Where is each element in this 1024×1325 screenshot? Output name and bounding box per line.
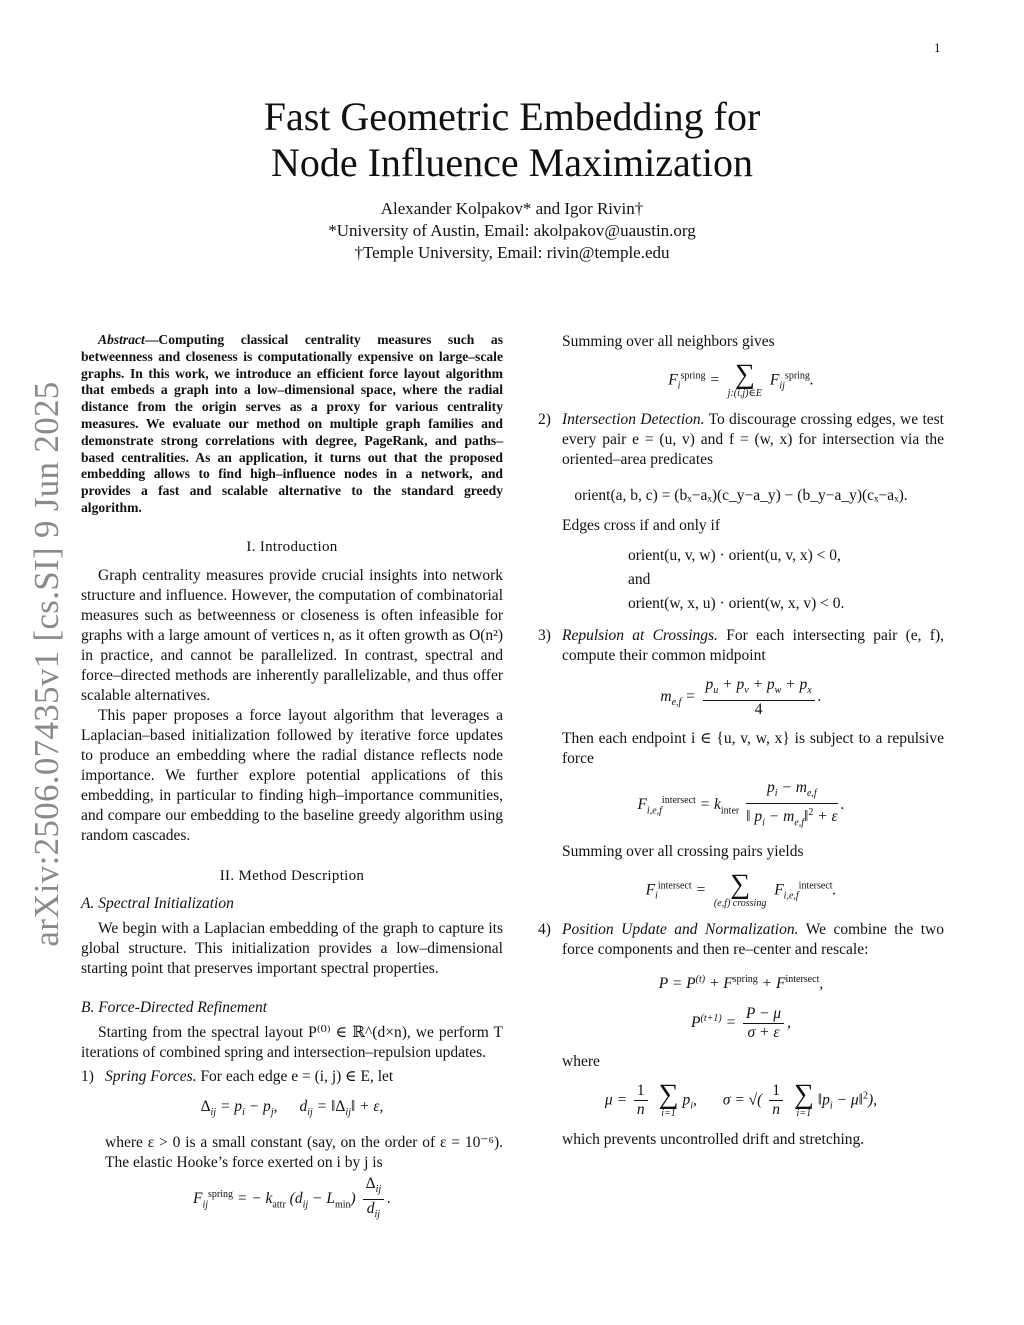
endpoint-text: Then each endpoint i ∈ {u, v, w, x} is subject to a repulsive force: [562, 730, 944, 768]
where-para: [538, 1052, 944, 1072]
cross-condition-1: orient(u, v, w) · orient(u, v, x) < 0,: [628, 547, 841, 564]
abstract-text: —Computing classical centrality measures such as betweenness and closeness is computationally expensive on large–scale graphs. In this work, we introduce an efficient force layout algorithm that embeds a graph into a low–dimensional space, where the radial distance from the origin serves as a proxy for various centrality measures. We evaluate our method on multiple graph families and demonstrate strong correlations with degree, PageRank, and paths–based centralities. As an application, it turns out that the proposed embedding allows to find high–influence nodes in a network, and provides a fast and scalable alternative to the standard greedy algorithm.: [81, 332, 503, 515]
equation-midpoint: $m_{e,f}$ = $\frac{p_u + p_v + p_w + p_x}{4}$ .: [660, 676, 822, 719]
affiliation-2: †Temple University, Email: rivin@temple.edu: [354, 243, 670, 262]
item-heading: Intersection Detection.: [562, 411, 705, 428]
subsection-b: B. Force-Directed Refinement: [81, 998, 268, 1016]
left-column: [81, 332, 503, 1234]
list-item-intersection: [538, 410, 944, 470]
equation-hooke: $F_{ij}^{spring}$ = − $k_{attr}$ $(d_{ij} - L_{min})$ $\frac{\Delta_{ij}}{d_{ij}}$ .: [192, 1174, 391, 1221]
closing-text: which prevents uncontrolled drift and stretching.: [562, 1130, 865, 1148]
list-item-update: [538, 920, 944, 960]
spectral-paragraph: We begin with a Laplacian embedding of the graph to capture its global structure. This initialization provides a low–dimensional starting point that preserves important spectral properties.: [81, 919, 503, 977]
title-line-2: Node Influence Maximization: [270, 140, 754, 185]
equation-normalize: $P^{(t+1)}$ = $\frac{P - \mu}{\sigma + \varepsilon}$ ,: [691, 1004, 791, 1041]
author-names: Alexander Kolpakov* and Igor Rivin†: [380, 199, 644, 218]
cross-condition-2: orient(w, x, u) · orient(w, x, v) < 0.: [628, 595, 845, 612]
item-heading: Position Update and Normalization.: [562, 921, 799, 939]
affiliation-1: *University of Austin, Email: akolpakov@uaustin.org: [328, 221, 696, 240]
equation-orient: orient(a, b, c) = (bₓ−aₓ)(c_y−a_y) − (b_y−a_y)(cₓ−aₓ).: [574, 487, 908, 504]
equation-delta: $\Delta_{ij} = p_i - p_j$, $d_{ij}$ = $‖\Delta_{ij}‖ + \varepsilon$,: [200, 1097, 384, 1118]
arxiv-stamp: arXiv:2506.07435v1 [cs.SI] 9 Jun 2025: [27, 381, 66, 947]
equation-update: $P = P^{(t)} + F^{spring} + F^{intersect}$,: [658, 974, 824, 993]
item-heading: Spring Forces.: [105, 1067, 197, 1085]
cross-intro-para: [538, 516, 944, 536]
item-number: 1): [81, 1067, 94, 1085]
item-text: For each edge e = (i, j) ∈ E, let: [200, 1067, 394, 1085]
abstract-label: Abstract: [98, 332, 145, 347]
sum-cross-para: [538, 842, 944, 862]
equation-sum-spring: $F_i^{spring}$ = ∑ j:(i,j)∈E $F_{ij}^{spring}$.: [668, 359, 814, 399]
closing-para: [538, 1130, 944, 1150]
spring-explanation: [81, 1133, 503, 1173]
where-text: where: [562, 1052, 600, 1070]
cross-conditions: [538, 544, 944, 616]
item-text: For each intersecting pair (e, f), compute their common midpoint: [562, 627, 945, 664]
equation-mean-std: μ = $\frac{1}{n}$ ∑ i=1 $p_i$, σ = √( $\frac{1}{n}$ ∑ i=1 $‖p_i$ − μ‖$^2$),: [604, 1078, 878, 1119]
sum-intro: Summing over all neighbors gives: [562, 333, 775, 350]
item-number: 4): [538, 921, 551, 939]
cross-and: and: [628, 571, 651, 588]
title-line-1: Fast Geometric Embedding for: [263, 94, 761, 139]
section-heading-method: II. Method Description: [219, 867, 365, 884]
intro-paragraph-1: Graph centrality measures provide crucial insights into network structure and influence. However, the computation of combinatorial measures such as betweenness or closeness is often infeasible for graphs with a large amount of vertices n, as it often growth as O(n²) in practice, and cannot be parallelized. In contrast, spectral and force–directed methods are inherently parallelizable, and thus offer scalable alternatives.: [81, 566, 503, 704]
list-item-repulsion: [538, 626, 944, 666]
section-heading-intro: I. Introduction: [246, 538, 338, 555]
intro-paragraph-2: This paper proposes a force layout algorithm that leverages a Laplacian–based initialization followed by iterative force updates to produce an embedding where the radial distance reflects node importance. We further explore potential applications of this embedding, in particular to finding high–importance communities, and compare our embedding to the baseline greedy algorithm using random cascades.: [81, 706, 503, 844]
paper-title: [0, 94, 1024, 186]
page-number: 1: [934, 40, 941, 55]
equation-sum-intersect: $F_i^{intersect}$ = ∑ (e,f) crossing $F_{i,e,f}^{intersect}$.: [645, 869, 837, 910]
item-number: 2): [538, 411, 551, 428]
abstract: [81, 332, 503, 517]
sum-intro-para: [538, 332, 944, 352]
cross-intro: Edges cross if and only if: [562, 517, 720, 534]
right-column: [538, 332, 944, 1150]
item-heading: Repulsion at Crossings.: [562, 627, 718, 644]
subsection-a: A. Spectral Initialization: [81, 894, 234, 912]
force-paragraph: Starting from the spectral layout P⁽⁰⁾ ∈ ℝ^(d×n), we perform T iterations of combined spring and intersection–repulsion updates.: [81, 1023, 503, 1061]
item-text: To discourage crossing edges, we test every pair e = (u, v) and f = (w, x) for intersection via the oriented–area predicates: [562, 411, 944, 468]
item-after-text: where ε > 0 is a small constant (say, on the order of ε = 10⁻⁶). The elastic Hooke’s force exerted on i by j is: [105, 1133, 503, 1171]
sum-cross-intro: Summing over all crossing pairs yields: [562, 843, 804, 861]
equation-repulsive-force: $F_{i,e,f}^{intersect} = k_{inter}$ $\frac{p_i - m_{e,f}}{‖ p_i - m_{e,f}‖^2 + \varepsilon}$ .: [637, 779, 845, 829]
author-block: [0, 198, 1024, 264]
endpoint-para: [538, 729, 944, 769]
item-number: 3): [538, 627, 551, 644]
list-item-spring: [81, 1067, 503, 1087]
item-text: We combine the two force components and then re–center and rescale:: [562, 921, 944, 959]
